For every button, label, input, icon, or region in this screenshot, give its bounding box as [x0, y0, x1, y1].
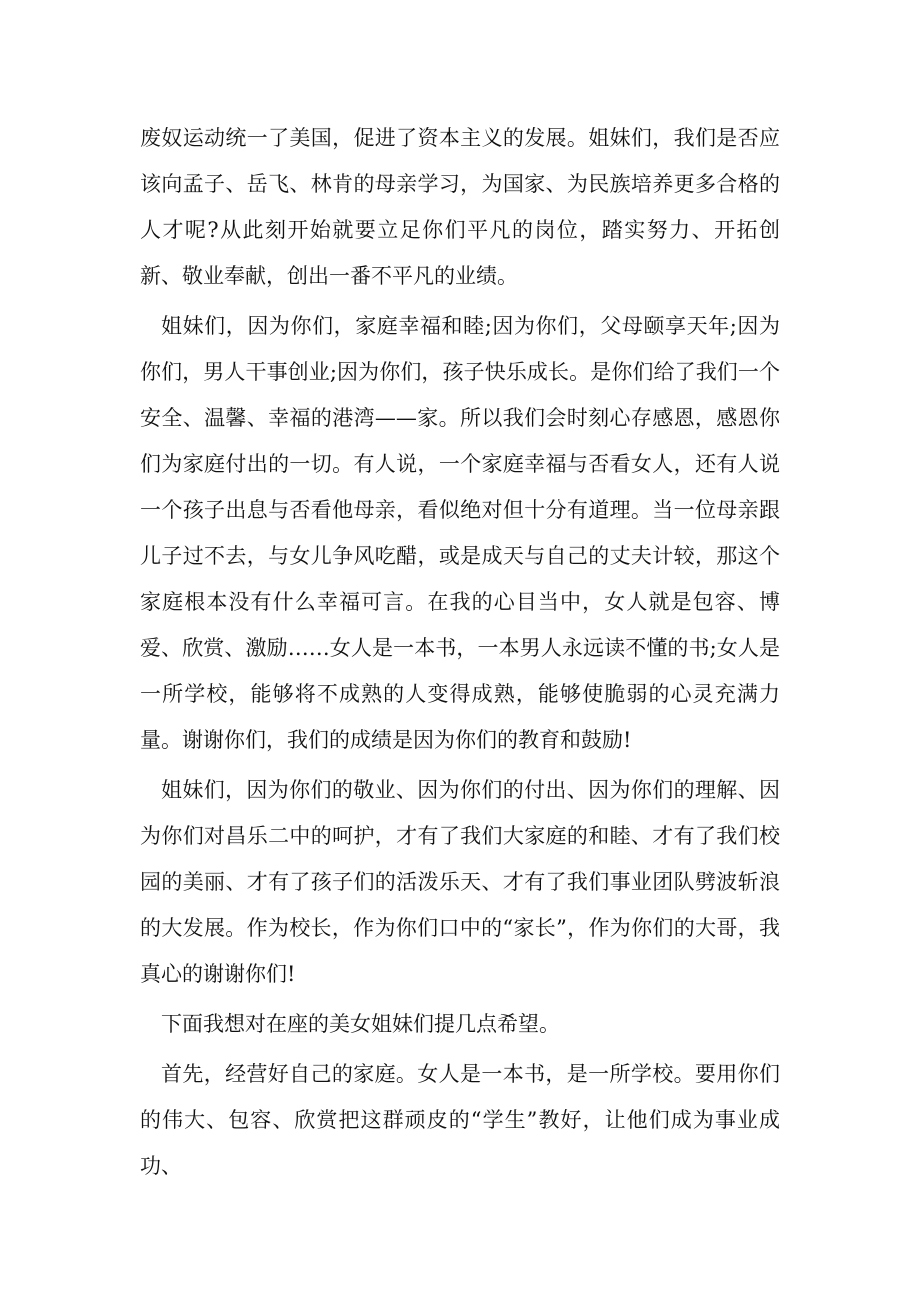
paragraph-4: 下面我想对在座的美女姐妹们提几点希望。 — [161, 1012, 560, 1036]
paragraph-2: 姐妹们，因为你们，家庭幸福和睦;因为你们，父母颐享天年;因为你们，男人干事创业;因为你们，孩子快乐成长。是你们给了我们一个安全、温馨、幸福的港湾——家。所以我们会时刻心存感恩，感恩你们为家庭付出的一切。有人说，一个家庭幸福与否看女人，还有人说一个孩子出息与否看他母亲，看似绝对但十分有道理。当一位母亲跟儿子过不去，与女儿争风吃醋，或是成天与自己的丈夫计较，那这个家庭根本没有什么幸福可言。在我的心目当中，女人就是包容、博爱、欣赏、激励……女人是一本书，一本男人永远读不懂的书;女人是一所学校，能够将不成熟的人变得成熟，能够使脆弱的心灵充满力量。谢谢你们，我们的成绩是因为你们的教育和鼓励! — [140, 314, 780, 752]
paragraph-5: 首先，经营好自己的家庭。女人是一本书，是一所学校。要用你们的伟大、包容、欣赏把这群顽皮的“学生”教好，让他们成为事业成功、 — [140, 1062, 780, 1178]
document-body — [140, 115, 780, 1189]
paragraph-1: 废奴运动统一了美国，促进了资本主义的发展。姐妹们，我们是否应该向孟子、岳飞、林肯的母亲学习，为国家、为民族培养更多合格的人才呢?从此刻开始就要立足你们平凡的岗位，踏实努力、开拓创新、敬业奉献，创出一番不平凡的业绩。 — [140, 126, 780, 288]
paragraph-3: 姐妹们，因为你们的敬业、因为你们的付出、因为你们的理解、因为你们对昌乐二中的呵护，才有了我们大家庭的和睦、才有了我们校园的美丽、才有了孩子们的活泼乐天、才有了我们事业团队劈波斩浪的大发展。作为校长，作为你们口中的“家长”，作为你们的大哥，我真心的谢谢你们! — [140, 778, 780, 986]
